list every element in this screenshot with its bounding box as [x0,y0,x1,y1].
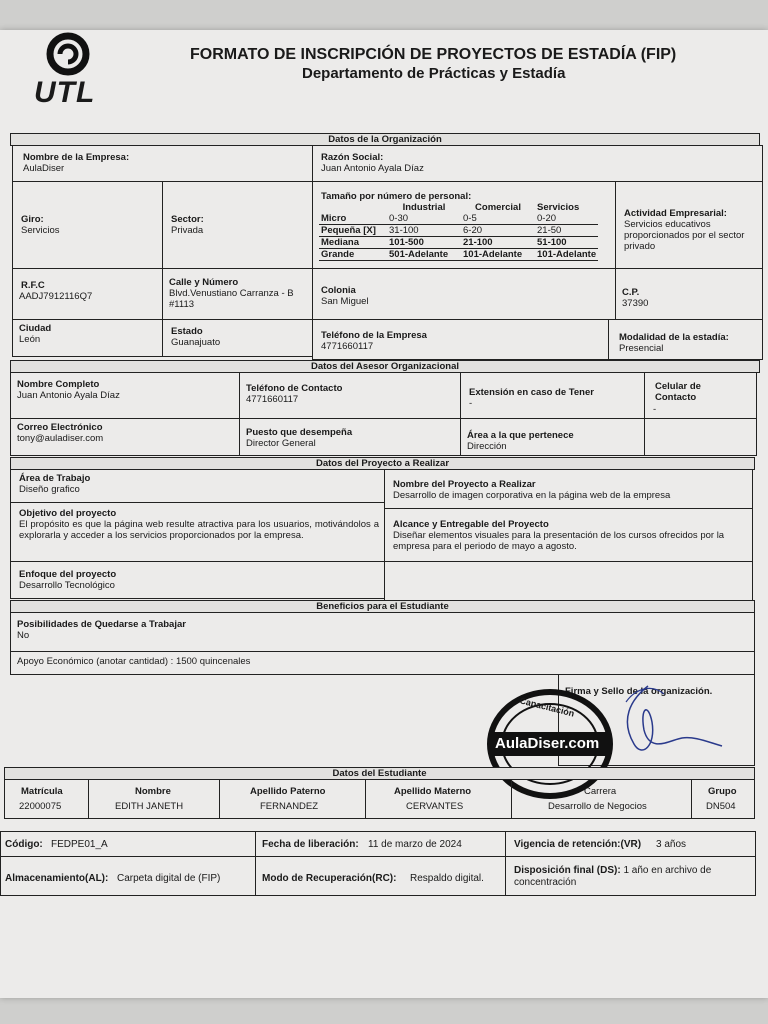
cell-modalidad: Modalidad de la estadía: Presencial [608,319,763,360]
cell-ciudad: Ciudad León [12,319,163,357]
footer-disposicion: Disposición final (DS): 1 año en archivo de concentración [505,856,756,896]
student-col-grupo: Grupo DN504 [691,779,755,819]
cell-asesor-celular: Celular de Contacto - [644,372,757,419]
cell-asesor-correo: Correo Electrónico tony@auladiser.com [10,418,240,456]
cell-colonia: Colonia San Miguel [312,268,616,320]
cell-asesor-empty [644,418,757,456]
footer-vigencia: Vigencia de retención:(VR) 3 años [505,831,756,857]
cell-asesor-puesto: Puesto que desempeña Director General [239,418,461,456]
cell-area-trabajo: Área de Trabajo Diseño grafico [10,469,385,503]
cell-asesor-nombre: Nombre Completo Juan Antonio Ayala Díaz [10,372,240,419]
cell-telefono-empresa: Teléfono de la Empresa 4771660117 [312,319,609,360]
cell-calle: Calle y Número Blvd.Venustiano Carranza - B #1113 [162,268,313,320]
cell-tamano-personal: Tamaño por número de personal: Industrial Comercial Servicios Micro 0-30 0-5 0-20 Pequeña [X] 31-100 6-20 21-50 Mediana 101-500 21-100 51-100 Grande 501-Adelante 101-Adelante 101-Adelante [312,181,616,269]
student-col-nombre: Nombre EDITH JANETH [88,779,220,819]
document-subtitle: Departamento de Prácticas y Estadía [302,65,566,82]
footer-codigo: Código: FEDPE01_A [0,831,256,857]
cell-rfc: R.F.C AADJ7912116Q7 [12,268,163,320]
cell-firma: Firma y Sello de la organización. [558,674,755,766]
cell-apoyo: Apoyo Económico (anotar cantidad) : 1500 quincenales [10,651,755,675]
cell-nombre-proyecto: Nombre del Proyecto a Realizar Desarrollo de imagen corporativa en la página web de la empresa [384,469,753,509]
section-organizacion: Datos de la Organización [10,133,760,146]
cell-enfoque-empty [384,561,753,603]
cell-alcance: Alcance y Entregable del Proyecto Diseñar elementos visuales para la presentación de los cursos ofrecidos por la empresa para el periodo de mayo a agosto. [384,508,753,562]
cell-nombre-empresa: Nombre de la Empresa: AulaDiser [12,145,313,182]
section-beneficios: Beneficios para el Estudiante [10,600,755,613]
cell-razon-social: Razón Social: Juan Antonio Ayala Díaz [312,145,763,182]
logo-text: UTL [34,76,96,109]
cell-asesor-area: Área a la que pertenece Dirección [460,418,645,456]
utl-logo [30,32,110,108]
student-col-carrera: Carrera Desarrollo de Negocios [511,779,692,819]
tamano-table: Industrial Comercial Servicios Micro 0-30 0-5 0-20 Pequeña [X] 31-100 6-20 21-50 Mediana 101-500 21-100 51-100 Grande 501-Adelante 101-Adelante 101-Adelante [321,202,597,260]
cell-quedarse: Posibilidades de Quedarse a Trabajar No [10,612,755,652]
document-title: FORMATO DE INSCRIPCIÓN DE PROYECTOS DE ESTADÍA (FIP) [190,46,677,63]
cell-cp: C.P. 37390 [615,268,763,320]
student-col-matricula: Matrícula 22000075 [4,779,89,819]
cell-sector: Sector: Privada [162,181,313,269]
student-col-materno: Apellido Materno CERVANTES [365,779,512,819]
company-stamp: Capacitación AulaDiser.com [485,688,615,800]
cell-asesor-telefono: Teléfono de Contacto 4771660117 [239,372,461,419]
student-col-paterno: Apellido Paterno FERNANDEZ [219,779,366,819]
signature-icon [590,680,730,770]
cell-actividad: Actividad Empresarial: Servicios educativos proporcionados por el sector privado [615,181,763,269]
section-estudiante: Datos del Estudiante [4,767,755,780]
cell-estado: Estado Guanajuato [162,319,313,357]
cell-objetivo: Objetivo del proyecto El propósito es que la página web resulte atractiva para los usuarios, motivándolos a explorarla y acceder a los servicios proporcionados por la empresa. [10,502,385,562]
cell-enfoque: Enfoque del proyecto Desarrollo Tecnológico [10,561,385,599]
cell-giro: Giro: Servicios [12,181,163,269]
section-asesor: Datos del Asesor Organizacional [10,360,760,373]
footer-almacenamiento: Almacenamiento(AL): Carpeta digital de (FIP) [0,856,256,896]
cell-asesor-extension: Extensión en caso de Tener - [460,372,645,419]
section-proyecto: Datos del Proyecto a Realizar [10,457,755,470]
footer-recuperacion: Modo de Recuperación(RC): Respaldo digital. [255,856,506,896]
footer-fecha: Fecha de liberación: 11 de marzo de 2024 [255,831,506,857]
